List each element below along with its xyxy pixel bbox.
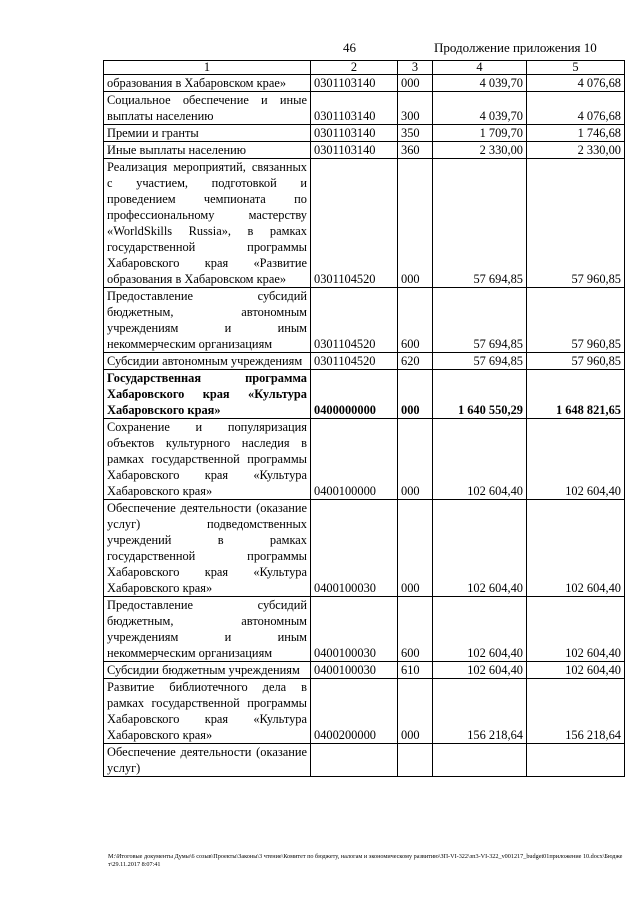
value-year-2: 57 960,85 [527,288,625,353]
target-code: 0400100030 [311,500,398,597]
file-path-footer: M:\Итоговые документы Думы\6 созыв\Проекты\Законы\3 чтение\Комитет по бюджету, налогам и экономическому развитию\ЗП-VI-322\зп3-VI-322_v001217_budget01приложение 10.docx\Бюджет\29.11.2017 8:07:41 [108,853,623,868]
value-year-1: 2 330,00 [433,142,527,159]
value-year-1: 1 709,70 [433,125,527,142]
expense-kind: 000 [398,370,433,419]
table-row [104,142,625,159]
value-year-1: 102 604,40 [433,419,527,500]
row-name: Предоставление субсидий бюджетным, автономным учреждениям и иным некоммерческим организациям [104,288,311,353]
row-name: Предоставление субсидий бюджетным, автономным учреждениям и иным некоммерческим организациям [104,597,311,662]
table-row [104,419,625,500]
expense-kind: 000 [398,75,433,92]
row-name: Иные выплаты населению [104,142,311,159]
expense-kind: 000 [398,419,433,500]
target-code: 0301103140 [311,75,398,92]
expense-kind: 000 [398,159,433,288]
target-code: 0301104520 [311,353,398,370]
value-year-2: 57 960,85 [527,159,625,288]
target-code: 0400000000 [311,370,398,419]
expense-kind: 000 [398,679,433,744]
value-year-1: 102 604,40 [433,597,527,662]
table-row [104,500,625,597]
table-row [104,597,625,662]
expense-kind: 620 [398,353,433,370]
expense-kind: 350 [398,125,433,142]
target-code [311,744,398,777]
row-name: Премии и гранты [104,125,311,142]
value-year-2: 4 076,68 [527,75,625,92]
table-row [104,679,625,744]
table-row [104,92,625,125]
value-year-2: 102 604,40 [527,500,625,597]
row-name: Субсидии автономным учреждениям [104,353,311,370]
expense-kind: 000 [398,500,433,597]
table-row [104,370,625,419]
target-code: 0301103140 [311,92,398,125]
table-row [104,744,625,777]
value-year-1 [433,744,527,777]
table-row [104,662,625,679]
value-year-1: 57 694,85 [433,353,527,370]
table-row [104,159,625,288]
row-name: Сохранение и популяризация объектов культурного наследия в рамках государственной программы Хабаровского края «Культура Хабаровского края» [104,419,311,500]
row-name: Государственная программа Хабаровского края «Культура Хабаровского края» [104,370,311,419]
column-number: 3 [398,61,433,75]
row-name: Развитие библиотечного дела в рамках государственной программы Хабаровского края «Культура Хабаровского края» [104,679,311,744]
table-row [104,125,625,142]
continuation-label: Продолжение приложения 10 [434,40,597,55]
value-year-2: 2 330,00 [527,142,625,159]
row-name: образования в Хабаровском крае» [104,75,311,92]
value-year-1: 156 218,64 [433,679,527,744]
value-year-2 [527,744,625,777]
value-year-1: 1 640 550,29 [433,370,527,419]
column-number: 5 [527,61,625,75]
expense-kind: 360 [398,142,433,159]
value-year-2: 57 960,85 [527,353,625,370]
target-code: 0400100030 [311,662,398,679]
row-name: Обеспечение деятельности (оказание услуг) [104,744,311,777]
target-code: 0400100000 [311,419,398,500]
expense-kind: 600 [398,288,433,353]
table-row [104,353,625,370]
column-number: 4 [433,61,527,75]
value-year-2: 1 746,68 [527,125,625,142]
value-year-1: 57 694,85 [433,288,527,353]
row-name: Субсидии бюджетным учреждениям [104,662,311,679]
column-number-row [104,61,625,75]
value-year-2: 156 218,64 [527,679,625,744]
expense-kind [398,744,433,777]
value-year-1: 57 694,85 [433,159,527,288]
expense-kind: 300 [398,92,433,125]
value-year-2: 4 076,68 [527,92,625,125]
value-year-1: 4 039,70 [433,75,527,92]
row-name: Обеспечение деятельности (оказание услуг) подведомственных учреждений в рамках государственной программы Хабаровского края «Культура Хабаровского края» [104,500,311,597]
value-year-1: 4 039,70 [433,92,527,125]
value-year-2: 1 648 821,65 [527,370,625,419]
table-row [104,75,625,92]
value-year-2: 102 604,40 [527,597,625,662]
target-code: 0301103140 [311,125,398,142]
expense-kind: 610 [398,662,433,679]
target-code: 0400200000 [311,679,398,744]
target-code: 0301104520 [311,159,398,288]
value-year-1: 102 604,40 [433,500,527,597]
value-year-2: 102 604,40 [527,662,625,679]
column-number: 2 [311,61,398,75]
table-row [104,288,625,353]
expense-kind: 600 [398,597,433,662]
column-number: 1 [104,61,311,75]
page-number: 46 [343,40,356,55]
value-year-1: 102 604,40 [433,662,527,679]
target-code: 0301103140 [311,142,398,159]
target-code: 0400100030 [311,597,398,662]
target-code: 0301104520 [311,288,398,353]
budget-table [103,60,625,777]
row-name: Социальное обеспечение и иные выплаты населению [104,92,311,125]
row-name: Реализация мероприятий, связанных с участием, подготовкой и проведением чемпионата по профессиональному мастерству «WorldSkills Russia», в рамках государственной программы Хабаровского края «Развитие образования в Хабаровском крае» [104,159,311,288]
value-year-2: 102 604,40 [527,419,625,500]
